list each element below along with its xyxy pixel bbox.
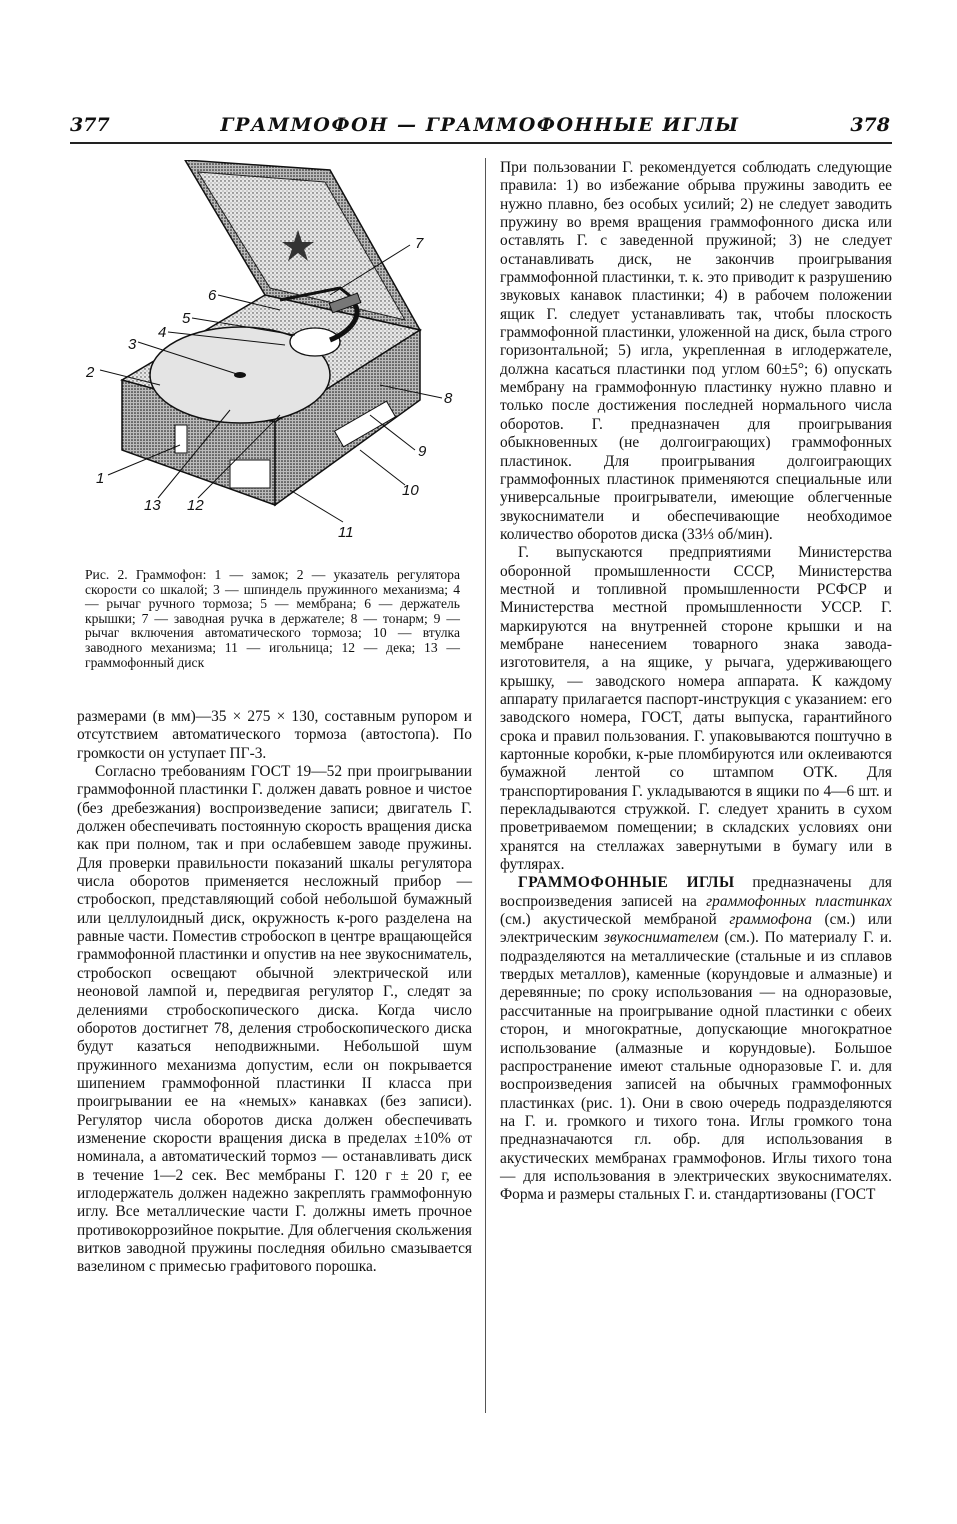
right-column xyxy=(500,159,892,1205)
fig-label-11: 11 xyxy=(338,524,354,541)
running-header xyxy=(70,114,890,144)
left-paragraph-1: размерами (в мм)—35 × 275 × 130, составным рупором и отсутствием автоматического тормоза (автостопа). По громкости он уступает ПГ-3. xyxy=(77,708,472,762)
fig-label-9: 9 xyxy=(418,443,427,460)
cross-ref-gramophone: граммофона xyxy=(729,911,812,929)
fig-label-8: 8 xyxy=(444,390,453,407)
right-paragraph-2: Г. выпускаются предприятиями Министерства оборонной промышленности СССР, Министерства местной и топливной промышленности РСФСР и Министерства местной промышленности УССР. Г. маркируются на внутренней стороне крышки и на мембране нанесением товарного знака завода-изготовителя, а на ящике, у рычага, удерживающего крышку, — заводского номера аппарата. К каждому аппарату прилагается паспорт-инструкция с указанием: его заводского номера, ГОСТ, даты выпуска, гарантийного срока и правил пользования. Г. упаковываются поштучно в картонные коробки, к-рые пломбируются или оклеиваются бумажной лентой со штампом ОТК. Для транспортирования Г. укладываются в ящики по 4—6 шт. и перекладываются стружкой. Г. следует хранить в сухом проветриваемом помещении; в складских условиях они хранятся на стеллажах завернутыми в бумагу или в футлярах. xyxy=(500,544,892,874)
needle-box xyxy=(230,460,270,488)
fig-label-10: 10 xyxy=(402,482,419,499)
fig-label-7: 7 xyxy=(415,235,424,252)
fig-label-13: 13 xyxy=(144,497,161,514)
right-paragraph-1: При пользовании Г. рекомендуется соблюдать следующие правила: 1) во избежание обрыва пружины заводить ее нужно плавно, без особых усилий; 2) не следует заводить пружину во время вращения граммофонного диска или оставлять Г. с заведенной пружиной; 3) не следует останавливать диск, не закончив проигрывания граммофонной пластинки, т. к. это приводит к разрушению звуковых канавок пластинки; 4) в рабочем положении ящик Г. следует устанавливать так, чтобы плоскость граммофонной пластинки, уложенной на диск, была строго горизонтальной; 5) игла, укрепленная в иглодержателе, должна касаться пластинки под углом 60±5°; 6) опускать мембрану на граммофонную пластинку нужно плавно и только после достижения последней нормального числа оборотов. Г. предназначен для проигрывания обыкновенных (не долгоиграющих) граммофонных пластинок. Для проигрывания долгоиграющих граммофонных пластинок применяются специальные или универсальные проигрыватели, имеющие облегченные звукосниматели и обеспечивающие необходимое количество оборотов диска (33⅓ об/мин). xyxy=(500,159,892,543)
cross-ref-plates: граммофонных пластинках xyxy=(706,892,893,910)
page-number-right: 378 xyxy=(850,114,890,136)
entry-term: ГРАММОФОННЫЕ ИГЛЫ xyxy=(518,874,735,892)
fig-label-2: 2 xyxy=(86,364,95,381)
fig-label-4: 4 xyxy=(158,324,167,341)
cross-ref-pickup: звукоснимателем xyxy=(604,929,719,947)
fig-label-1: 1 xyxy=(96,470,105,487)
fig-label-3: 3 xyxy=(128,336,137,353)
left-column xyxy=(77,708,472,1277)
fig-label-6: 6 xyxy=(208,287,217,304)
left-paragraph-2: Согласно требованиям ГОСТ 19—52 при проигрывании граммофонной пластинки Г. должен давать ровное и чистое (без дребезжания) воспроизведение записи; двигатель Г. должен обеспечивать постоянную скорость вращения диска как при полном, так и при ослабевшем заводе пружины. Для проверки правильности показаний шкалы регулятора числа оборотов применяется несложный прибор — стробоскоп, представляющий собой небольшой бумажный или целлулоидный диск, окружность к-рого разделена на равные части. Поместив стробоскоп в центре вращающейся граммофонной пластинки и опустив на нее звукосниматель, стробоскоп освещают обычной электрической или неоновой лампой и, передвигая регулятор Г., следят за делениями стробоскопического диска. Когда число оборотов достигнет 78, деления стробоскопического диска будут казаться неподвижными. Небольшой шум пружинного механизма допустим, если он покрывается шипением граммофонной пластинки II класса при проигрывании ее на «немых» канавках (без записи). Регулятор числа оборотов диска должен обеспечивать изменение скорости вращения диска в пределах ±10% от номинала, а автоматический тормоз — останавливать диск в течение 1—2 сек. Вес мембраны Г. 120 г ± 20 г, ее иглодержатель должен надежно закреплять граммофонную иглу. Все металлические части Г. должны иметь прочное противокоррозийное покрытие. Для облегчения скольжения витков заводной пружины последняя обильно смазывается вазелином с примесью графитового порошка. xyxy=(77,763,472,1276)
fig-label-5: 5 xyxy=(182,310,191,327)
membrane xyxy=(290,328,340,356)
right-paragraph-3: ГРАММОФОННЫЕ ИГЛЫ предназначены для воспроизведения записей на граммофонных пластинках (см.) акустической мембраной граммофона (см.) или электрическим звукоснимателем (см.). По материалу Г. и. подразделяются на металлические (стальные и из сплавов твердых металлов), каменные (корундовые и алмазные) и деревянные; по сроку использования — на одноразовые, рассчитанные на проигрывание одной пластинки с обеих сторон, и многократные, допускающие многократное использование (алмазные и корундовые). Большое распространение имеют стальные одноразовые Г. и. для воспроизведения записей на обычных граммофонных пластинках (рис. 1). Они в свою очередь подразделяются на Г. и. громкого и тихого тона. Иглы громкого тона предназначаются гл. обр. для использования в акустических мембранах граммофонов. Иглы тихого тона — для использования в электрических звукоснимателях. Форма и размеры стальных Г. и. стандартизованы (ГОСТ xyxy=(500,874,893,1204)
header-rule xyxy=(70,142,892,144)
figure-caption: Рис. 2. Граммофон: 1 — замок; 2 — указатель регулятора скорости со шкалой; 3 — шпиндель пружинного механизма; 4 — рычаг ручного тормоза; 5 — мембрана; 6 — держатель крышки; 7 — заводная ручка в держателе; 8 — тонарм; 9 — рычаг включения автоматического тормоза; 10 — втулка заводного механизма; 11 — игольница; 12 — дека; 13 — граммофонный диск xyxy=(85,567,460,670)
column-divider xyxy=(485,158,486,1413)
gramophone-illustration xyxy=(80,160,470,560)
page-number-left: 377 xyxy=(70,114,110,136)
running-title: ГРАММОФОН — ГРАММОФОННЫЕ ИГЛЫ xyxy=(220,114,740,136)
fig-label-12: 12 xyxy=(187,497,204,514)
